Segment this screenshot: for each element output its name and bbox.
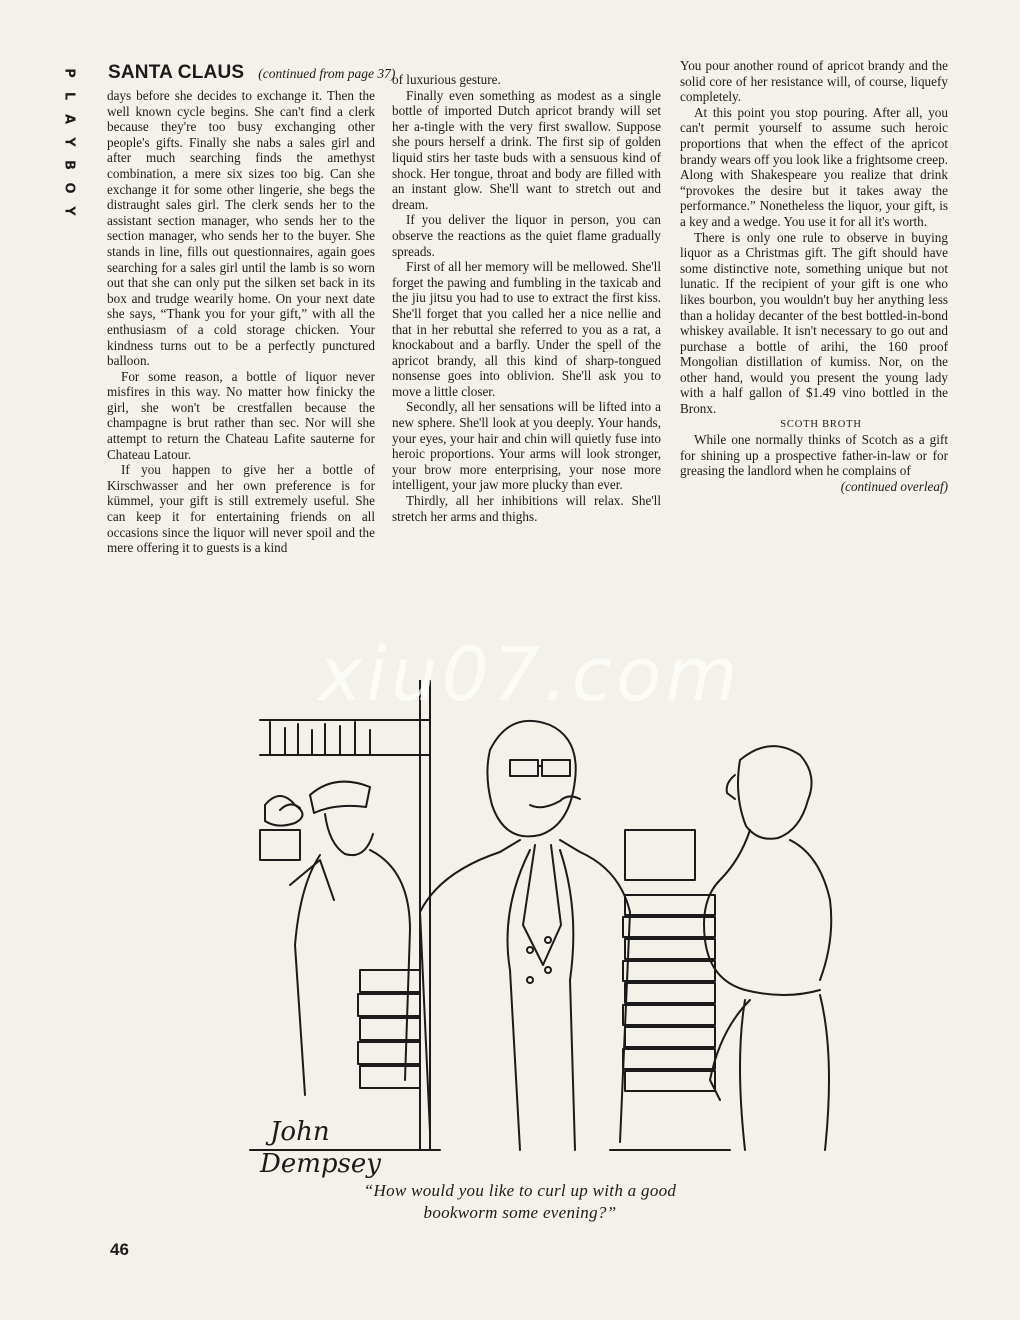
masthead-letter: L	[61, 91, 77, 102]
paragraph: While one normally thinks of Scotch as a gift for shining up a prospective father-in-law or for greasing the landlord when he complains of	[680, 432, 948, 479]
artist-signature	[259, 1117, 381, 1179]
masthead-letter: B	[61, 160, 77, 171]
caption-line: bookworm some evening?”	[423, 1203, 617, 1222]
article-title: SANTA CLAUS	[108, 62, 245, 83]
signature-first: John	[270, 1117, 330, 1147]
article-heading	[108, 62, 395, 84]
column-2	[392, 72, 661, 655]
book-stack-left	[358, 970, 420, 1088]
continued-from-note: (continued from page 37)	[258, 66, 396, 81]
cartoon-illustration	[230, 680, 850, 1180]
column-1	[107, 88, 375, 655]
book-stack-right	[610, 830, 730, 1150]
clerk-figure	[420, 721, 630, 1150]
column-3	[680, 58, 948, 654]
paragraph: Finally even something as modest as a single bottle of imported Dutch apricot brandy will set her a-tingle with the very first swallow. Suppose she pours herself a drink. The first sip of golden liquid stirs her taste buds with a sensuous kind of shock. Her tongue, throat and body are filled with an instant glow. She'll want to stretch out and dream.	[392, 87, 661, 212]
masthead-letter: O	[61, 182, 77, 195]
cartoon-caption	[230, 1180, 810, 1224]
bookshelf-left	[250, 680, 440, 1150]
masthead-letter: A	[61, 113, 77, 126]
paragraph: of luxurious gesture.	[392, 72, 501, 87]
paragraph: There is only one rule to observe in buying liquor as a Christmas gift. The gift should have some distinctive note, something unique but not lunatic. If the recipient of your gift is one who likes bourbon, you wouldn't buy her anything less than a holiday decanter of the best bottled-in-bond whiskey available. It isn't necessary to go out and purchase a bottle of arihi, the 160 proof Mongolian distillation of kumiss. Nor, on the other hand, would you present the young lady with a half gallon of $1.49 vino bottled in the Bronx.	[680, 229, 948, 417]
paragraph: If you deliver the liquor in person, you can observe the reactions as the quiet flame gradually spreads.	[392, 212, 661, 259]
paragraph: Thirdly, all her inhibitions will relax. She'll stretch her arms and thighs.	[392, 493, 661, 524]
paragraph: For some reason, a bottle of liquor never misfires in this way. No matter how finicky the girl, she won't be crestfallen because the champagne is brut rather than sec. Nor will she attempt to return the Chateau Lafite sauterne for Chateau Latour.	[107, 368, 375, 462]
paragraph: If you happen to give her a bottle of Kirschwasser and her own preference is for kümmel, your gift is still extremely useful. She can keep it for entertaining friends on all occasions since the liquor will never spoil and the mere offering it to guests is a kind	[107, 462, 375, 556]
paragraph: Secondly, all her sensations will be lifted into a new sphere. She'll look at you deeply. Your hands, your eyes, your hair and chin will quietly fuse into heroic proportions. Your arms will look stronger, your brow more enterprising, your nose more intelligent, your jaw more plucky than ever.	[392, 399, 661, 493]
paragraph: days before she decides to exchange it. Then the well known cycle begins. She can't find a clerk because they're too busy exchanging other people's gifts. Finally she nabs a sales girl and after much searching finds the amethyst combination, a mere six sizes too big. Can she exchange it for some other lingerie, she begs the distraught sales girl. The clerk sends her to the assistant section manager, who sends her to the section manager, who sends her to the buyer. She stands in line, fills out questionnaires, again goes searching for a sales girl until the lamb is so worn out that she can only put the silken set back in its box and trudge wearily home. On your next date she says, “Thank you for your gift,” with all the enthusiasm of a cold storage chicken. Your kindness turns out to be a perfectly punctured balloon.	[107, 88, 375, 369]
watermark: xiu07.com	[318, 632, 742, 718]
playboy-masthead	[58, 62, 80, 223]
paragraph: You pour another round of apricot brandy and the solid core of her resistance will, of course, liquefy completely.	[680, 58, 948, 105]
continued-overleaf-note: (continued overleaf)	[840, 479, 948, 495]
page-number: 46	[110, 1240, 129, 1259]
woman-figure	[704, 746, 831, 1150]
caption-line: “How would you like to curl up with a good	[363, 1181, 677, 1200]
signature-last: Dempsey	[260, 1149, 381, 1179]
paragraph: At this point you stop pouring. After all, you can't permit yourself to assume such heroic proportions that when the effect of the apricot brandy wears off you look like a frightsome creep. Along with Shakespeare you realize that drink “provokes the desire but it takes away the performance.” Nonetheless the liquor, your gift, is a key and a wedge. You use it for all it's worth.	[680, 104, 948, 229]
masthead-letter: Y	[61, 206, 77, 217]
paragraph: First of all her memory will be mellowed. She'll forget the pawing and fumbling in the taxicab and the jiu jitsu you had to use to extract the first kiss. She'll forget that you called her a nice nellie and that in her rebuttal she referred to you as a rat, a knockabout and a barfly. Under the spell of the apricot brandy, all this kind of sharp-tongued nonsense goes into oblivion. She'll ask you to move a little closer.	[392, 259, 661, 399]
section-subhead: SCOTH BROTH	[780, 418, 862, 430]
customer-figure	[260, 782, 410, 1095]
masthead-letter: P	[61, 68, 77, 79]
masthead-letter: Y	[61, 137, 77, 148]
